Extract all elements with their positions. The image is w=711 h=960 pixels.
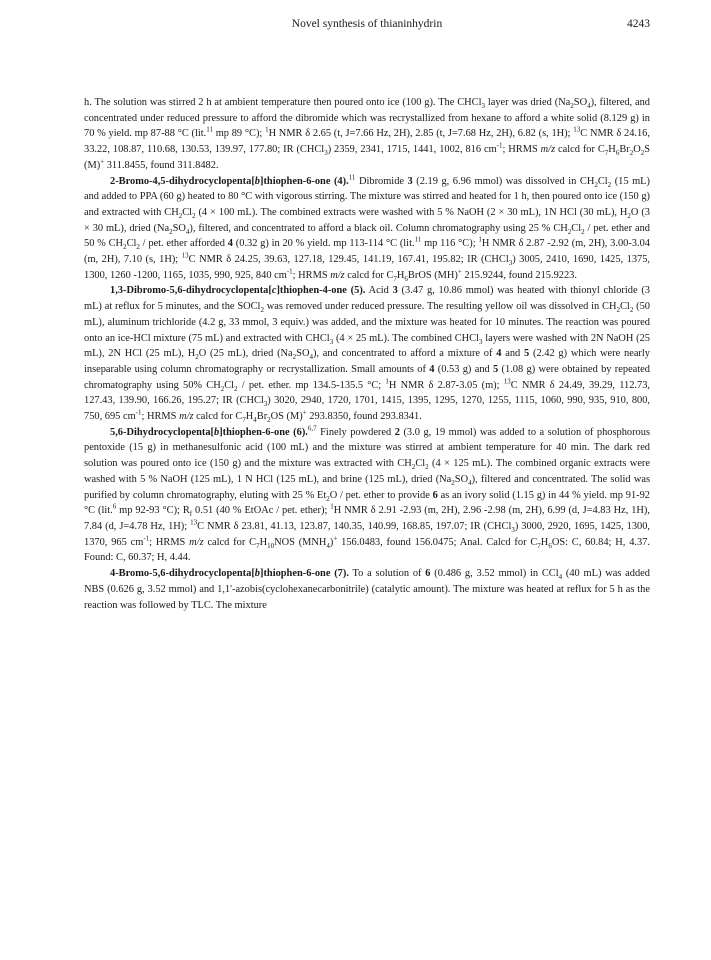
text-segment: 2 [451, 478, 455, 487]
text-segment: layer was dried (Na [484, 97, 571, 108]
text-segment: 2 [594, 180, 598, 189]
text-segment: calcd for C [193, 411, 243, 423]
text-segment: ; HRMS [292, 269, 331, 281]
text-segment: 2 [326, 494, 330, 503]
paragraph-compound-5 [84, 283, 650, 424]
text-segment: (4 × 125 mL). The combined organic extracts were washed with 5 % NaOH (125 mL), 1 N HCl (125 mL), and brine (125 mL), dried (Na [84, 458, 650, 485]
text-segment: 2 [220, 384, 225, 393]
text-segment: 2 [570, 102, 574, 111]
text-segment: 6 [112, 502, 117, 511]
text-segment: 7 [242, 416, 246, 425]
text-segment: 11 [206, 125, 213, 134]
text-segment: (3.47 g, 10.86 mmol) was heated with thionyl chloride (3 mL) at reflux for 5 minutes, and the SOCl [84, 285, 650, 313]
text-segment: 3 [392, 285, 398, 297]
text-segment: 5 [524, 348, 530, 360]
text-segment: 11 [414, 235, 422, 244]
text-segment: mp 92-93 °C); R [116, 505, 190, 517]
text-segment: (3.0 g, 19 mmol) was added to a solution of phosphorous pentoxide (15 g) in methanesulfonic acid (100 mL) and the mixture was stirred at ambient temperature for 40 min. The dark red solution was poured onto ice (150 g) and the mixture was extracted with CH [84, 426, 650, 470]
text-segment: (40 mL) was added NBS (0.626 g, 3.52 mmol) and 1,1'-azobis(cyclohexanecarbonitrile) (catalytic amount). The mixture was heated at reflux for 5 h as the reaction was followed by TLC. The mixture [84, 568, 650, 611]
text-segment: 2 [567, 227, 572, 236]
text-segment: ), and concentrated to afford a mixture of [312, 348, 497, 360]
text-segment: 2 [260, 306, 264, 315]
text-segment: + [100, 157, 105, 166]
text-segment: H [540, 536, 549, 548]
text-segment: To a solution of [348, 568, 426, 580]
text-segment: 3 [511, 526, 515, 535]
text-segment: 2 [394, 426, 400, 438]
text-segment: (2.19 g, 6.96 mmol) was dissolved in CH [412, 175, 595, 187]
text-segment: SO [573, 97, 588, 108]
text-segment: 293.8350, found 293.8341. [306, 411, 422, 423]
text-segment: (2.42 g) which were nearly inseparable using column chromatography or recrystallization. Small amounts of [84, 348, 650, 375]
text-segment: 6 [404, 274, 408, 283]
text-segment: H NMR δ 2.87-3.05 (m); [388, 379, 504, 391]
text-segment: C NMR δ 24.16, 33.22, 108.87, 110.68, 130.53, 139.97, 177.80; IR (CHCl [84, 128, 650, 156]
text-segment: 6 [548, 541, 552, 550]
paragraph-compound-6 [84, 425, 650, 566]
text-segment: h. The solution was stirred 2 h at ambient temperature then poured onto ice (100 g). The CHCl [84, 97, 482, 108]
text-segment: (0.53 g) and [434, 363, 494, 375]
text-segment: (15 mL) and added to PPA (60 g) heated to 80 °C with vigorous stirring. The mixture was stirred and heated for 1 h, then poured onto ice (150 g) and extracted with CH [84, 175, 650, 218]
text-segment: 2 [178, 212, 183, 220]
text-segment: Cl [597, 175, 608, 187]
text-segment: 3 [481, 102, 485, 111]
text-segment: 7 [393, 274, 397, 283]
text-segment: Cl [619, 301, 630, 313]
text-segment: C NMR δ 24.25, 39.63, 127.18, 129.45, 141.19, 167.41, 195.82; IR (CHCl [188, 254, 509, 266]
text-segment: 1 [385, 377, 389, 386]
text-segment: 13 [503, 377, 511, 386]
text-segment: O (3 × 30 mL), dried (Na [84, 206, 650, 234]
text-segment: 2 [267, 416, 271, 425]
text-segment: Dibromide [355, 175, 408, 187]
text-segment: m/z [330, 269, 345, 281]
text-segment: ; HRMS [149, 536, 190, 548]
text-segment: Cl [571, 222, 582, 234]
compound-heading: 4-Bromo-5,6-dihydrocyclopenta[b]thiophen-6-one (7). [110, 568, 349, 580]
text-segment: 4 [587, 102, 591, 111]
text-segment: H [259, 536, 268, 548]
text-segment: mp 116 °C); [421, 238, 479, 250]
text-segment: 2 [640, 149, 645, 158]
page-number: 4243 [627, 18, 650, 30]
text-segment: 4 [468, 478, 472, 487]
text-segment: ; HRMS [141, 411, 180, 423]
text-segment: (50 mL), aluminum trichloride (4.2 g, 33 mmol, 3 equiv.) was added, and the mixture was heated for 10 minutes. The reaction was poured onto an ice-HCl mixture (75 mL) and extracted with CHCl [84, 301, 650, 344]
text-segment: 2 [425, 463, 429, 472]
text-segment: 4 [227, 238, 233, 250]
text-segment: 4 [326, 541, 330, 550]
text-segment: layers were washed with 2N NaOH (25 mL), 2N HCl (25 mL), H [84, 332, 650, 360]
running-header [84, 18, 650, 34]
text-segment: 3 [329, 337, 334, 346]
text-segment: 6 [432, 489, 438, 501]
text-segment: as an ivory solid (1.15 g) in 44 % yield. mp 91-92 °C (lit. [84, 489, 650, 517]
text-segment: 1 [330, 502, 334, 511]
text-segment: 2 [234, 384, 238, 393]
text-segment: H NMR δ 2.65 (t, J=7.66 Hz, 2H), 2.85 (t, J=7.68 Hz, 2H), 6.82 (s, 1H); [268, 128, 574, 140]
text-segment: Br [619, 144, 630, 156]
text-segment: SO [172, 222, 186, 234]
text-segment: H [396, 269, 405, 281]
text-segment: OS (M) [270, 411, 303, 423]
paragraph-compound-4 [84, 174, 650, 284]
text-segment: H [608, 144, 616, 156]
text-segment: Br [256, 411, 268, 423]
text-segment: (1.08 g) were obtained by repeated chromatography using 50% CH [84, 363, 650, 391]
text-segment: Finely powdered [316, 426, 395, 438]
experimental-section [84, 95, 650, 613]
text-segment: ) [329, 536, 334, 548]
text-segment: mp 89 °C); [212, 128, 266, 140]
text-segment: 11 [348, 173, 356, 182]
text-segment: calcd for C [203, 536, 257, 548]
text-segment: m/z [540, 144, 556, 156]
text-segment: SO [454, 473, 469, 485]
text-segment: O (25 mL), dried (Na [198, 348, 293, 360]
text-segment: 156.0483, found 156.0475; Anal. Calcd for C [337, 536, 538, 548]
text-segment: 4 [309, 353, 313, 362]
paragraph-compound-7 [84, 566, 650, 613]
text-segment: 4 [185, 227, 190, 236]
text-segment: 2 [123, 243, 127, 252]
text-segment: f [189, 510, 193, 519]
text-segment: 2 [616, 306, 620, 315]
text-segment: 1 [478, 235, 482, 244]
text-segment: 7 [256, 541, 260, 550]
text-segment: and [501, 348, 525, 360]
text-segment: 2 [192, 212, 196, 220]
text-segment: 2 [169, 227, 173, 236]
text-segment: Cl [415, 458, 426, 470]
text-segment: ) 3005, 2410, 1690, 1425, 1375, 1300, 1260 -1200, 1165, 1035, 990, 925, 840 cm [84, 254, 651, 281]
text-segment: H NMR δ 2.91 -2.93 (m, 2H), 2.96 -2.98 (m, 2H), 6.99 (d, J=4.83 Hz, 1H), 7.84 (d, J=4.78 Hz, 1H); [84, 505, 650, 532]
text-segment: ) 2359, 2341, 1715, 1441, 1002, 816 cm [327, 144, 497, 156]
text-segment: 0.51 (40 % EtOAc / pet. ether); [192, 505, 331, 517]
text-segment: (4 × 25 mL). The combined CHCl [333, 332, 479, 344]
text-segment: C NMR δ 24.49, 39.29, 112.73, 127.43, 139.90, 166.26, 195.27; IR (CHCl [84, 379, 650, 407]
text-segment: 13 [190, 518, 198, 527]
text-segment: O [633, 144, 641, 156]
text-segment: ), filtered and concentrated. The solid was purified by column chromatography, eluting with 25 % Et [84, 473, 650, 501]
text-segment: calcd for C [555, 144, 605, 156]
paragraph-dibromide-workup [84, 95, 650, 174]
text-segment: ) 3000, 2920, 1695, 1425, 1300, 1370, 965 cm [84, 520, 651, 548]
text-segment: H NMR δ 2.87 -2.92 (m, 2H), 3.00-3.04 (m, 2H), 7.10 (s, 1H); [84, 238, 650, 266]
text-segment: (0.486 g, 3.52 mmol) in CCl [430, 568, 559, 580]
text-segment: -1 [496, 141, 503, 150]
text-segment: -1 [143, 534, 150, 543]
text-segment: / pet. ether afforded [139, 238, 228, 250]
text-segment: OS: C, 60.84; H, 4.37. Found: C, 60.37; H, 4.44. [84, 536, 650, 564]
text-segment: Cl [182, 206, 193, 218]
text-segment: 3 [478, 337, 483, 346]
text-segment: 2 [195, 353, 199, 362]
text-segment: 3 [263, 400, 268, 409]
text-segment: 1 [265, 125, 269, 134]
text-segment: ), filtered, and concentrated under reduced pressure to afford the dibromide which was recrystallized from hexane to afford a white solid (8.129 g) in 70 % yield. mp 87-88 °C (lit. [84, 97, 650, 140]
text-segment: 7 [604, 149, 609, 158]
text-segment: Cl [224, 379, 235, 391]
text-segment: BrOS (MH) [407, 269, 458, 281]
text-segment: calcd for C [344, 269, 394, 281]
text-segment: 3 [508, 259, 513, 268]
text-segment: 3 [407, 175, 413, 187]
text-segment: 6,7 [307, 424, 317, 433]
text-segment: 4 [429, 363, 435, 375]
text-segment: O / pet. ether to provide [329, 489, 433, 501]
text-segment: Acid [365, 285, 393, 297]
text-segment: 4 [496, 348, 502, 360]
text-segment: 4 [558, 573, 563, 582]
text-segment: 2 [629, 306, 634, 315]
text-segment: C NMR δ 23.81, 41.13, 123.87, 140.35, 140.99, 168.85, 197.07; IR (CHCl [197, 520, 512, 532]
text-segment: 6 [425, 568, 431, 580]
text-segment: NOS (MNH [274, 536, 327, 548]
compound-heading: 2-Bromo-4,5-dihydrocyclopenta[b]thiophen-6-one (4). [110, 175, 349, 187]
text-segment: 2 [607, 180, 612, 189]
text-segment: 311.8455, found 311.8482. [104, 159, 219, 171]
text-segment: 2 [581, 227, 585, 236]
text-segment: was removed under reduced pressure. The resulting yellow oil was dissolved in CH [263, 301, 617, 313]
text-segment: 2 [627, 212, 631, 220]
text-segment: 5 [493, 363, 499, 375]
text-segment: + [302, 408, 307, 417]
text-segment: 13 [181, 251, 189, 260]
text-segment: 2 [292, 353, 297, 362]
text-segment: 2 [136, 243, 140, 252]
text-segment: 4 [253, 416, 257, 425]
text-segment: ; HRMS [502, 144, 541, 156]
text-segment: + [333, 534, 338, 543]
text-segment: m/z [189, 536, 204, 548]
text-segment: 7 [537, 541, 541, 550]
text-segment: Cl [126, 238, 137, 250]
text-segment: + [457, 267, 462, 276]
text-segment: 13 [573, 125, 581, 134]
text-segment: ), filtered, and concentrated to afford a black oil. Column chromatography using 25 % CH [189, 222, 568, 234]
text-segment: 10 [267, 541, 275, 550]
text-segment: m/z [179, 411, 194, 423]
text-segment: 6 [615, 149, 620, 158]
text-segment: 2 [629, 149, 634, 158]
text-segment: (0.32 g) in 20 % yield. mp 113-114 °C (lit. [232, 238, 415, 250]
text-segment: -1 [135, 408, 142, 417]
text-segment: 3 [324, 149, 328, 158]
text-segment: SO [296, 348, 310, 360]
text-segment: 215.9244, found 215.9223. [461, 269, 577, 281]
text-segment: 2 [411, 463, 416, 472]
text-segment: / pet. ether and 50 % CH [84, 222, 650, 250]
text-segment: (4 × 100 mL). The combined extracts were washed with 5 % NaOH (2 × 30 mL), 1N HCl (30 mL), H [195, 206, 628, 218]
text-segment: -1 [286, 267, 293, 276]
compound-heading: 1,3-Dibromo-5,6-dihydrocyclopenta[c]thiophen-4-one (5). [110, 285, 366, 297]
text-segment: / pet. ether. mp 134.5-135.5 °C; [237, 379, 386, 391]
text-segment: ) 3020, 2940, 1720, 1701, 1415, 1395, 1295, 1270, 1255, 1115, 1060, 990, 935, 910, 800, 750, 695 cm [84, 395, 650, 423]
text-segment: H [245, 411, 254, 423]
running-title: Novel synthesis of thianinhydrin [291, 18, 443, 30]
text-segment: S (M) [84, 144, 650, 171]
compound-heading: 5,6-Dihydrocyclopenta[b]thiophen-6-one (6). [110, 426, 308, 438]
